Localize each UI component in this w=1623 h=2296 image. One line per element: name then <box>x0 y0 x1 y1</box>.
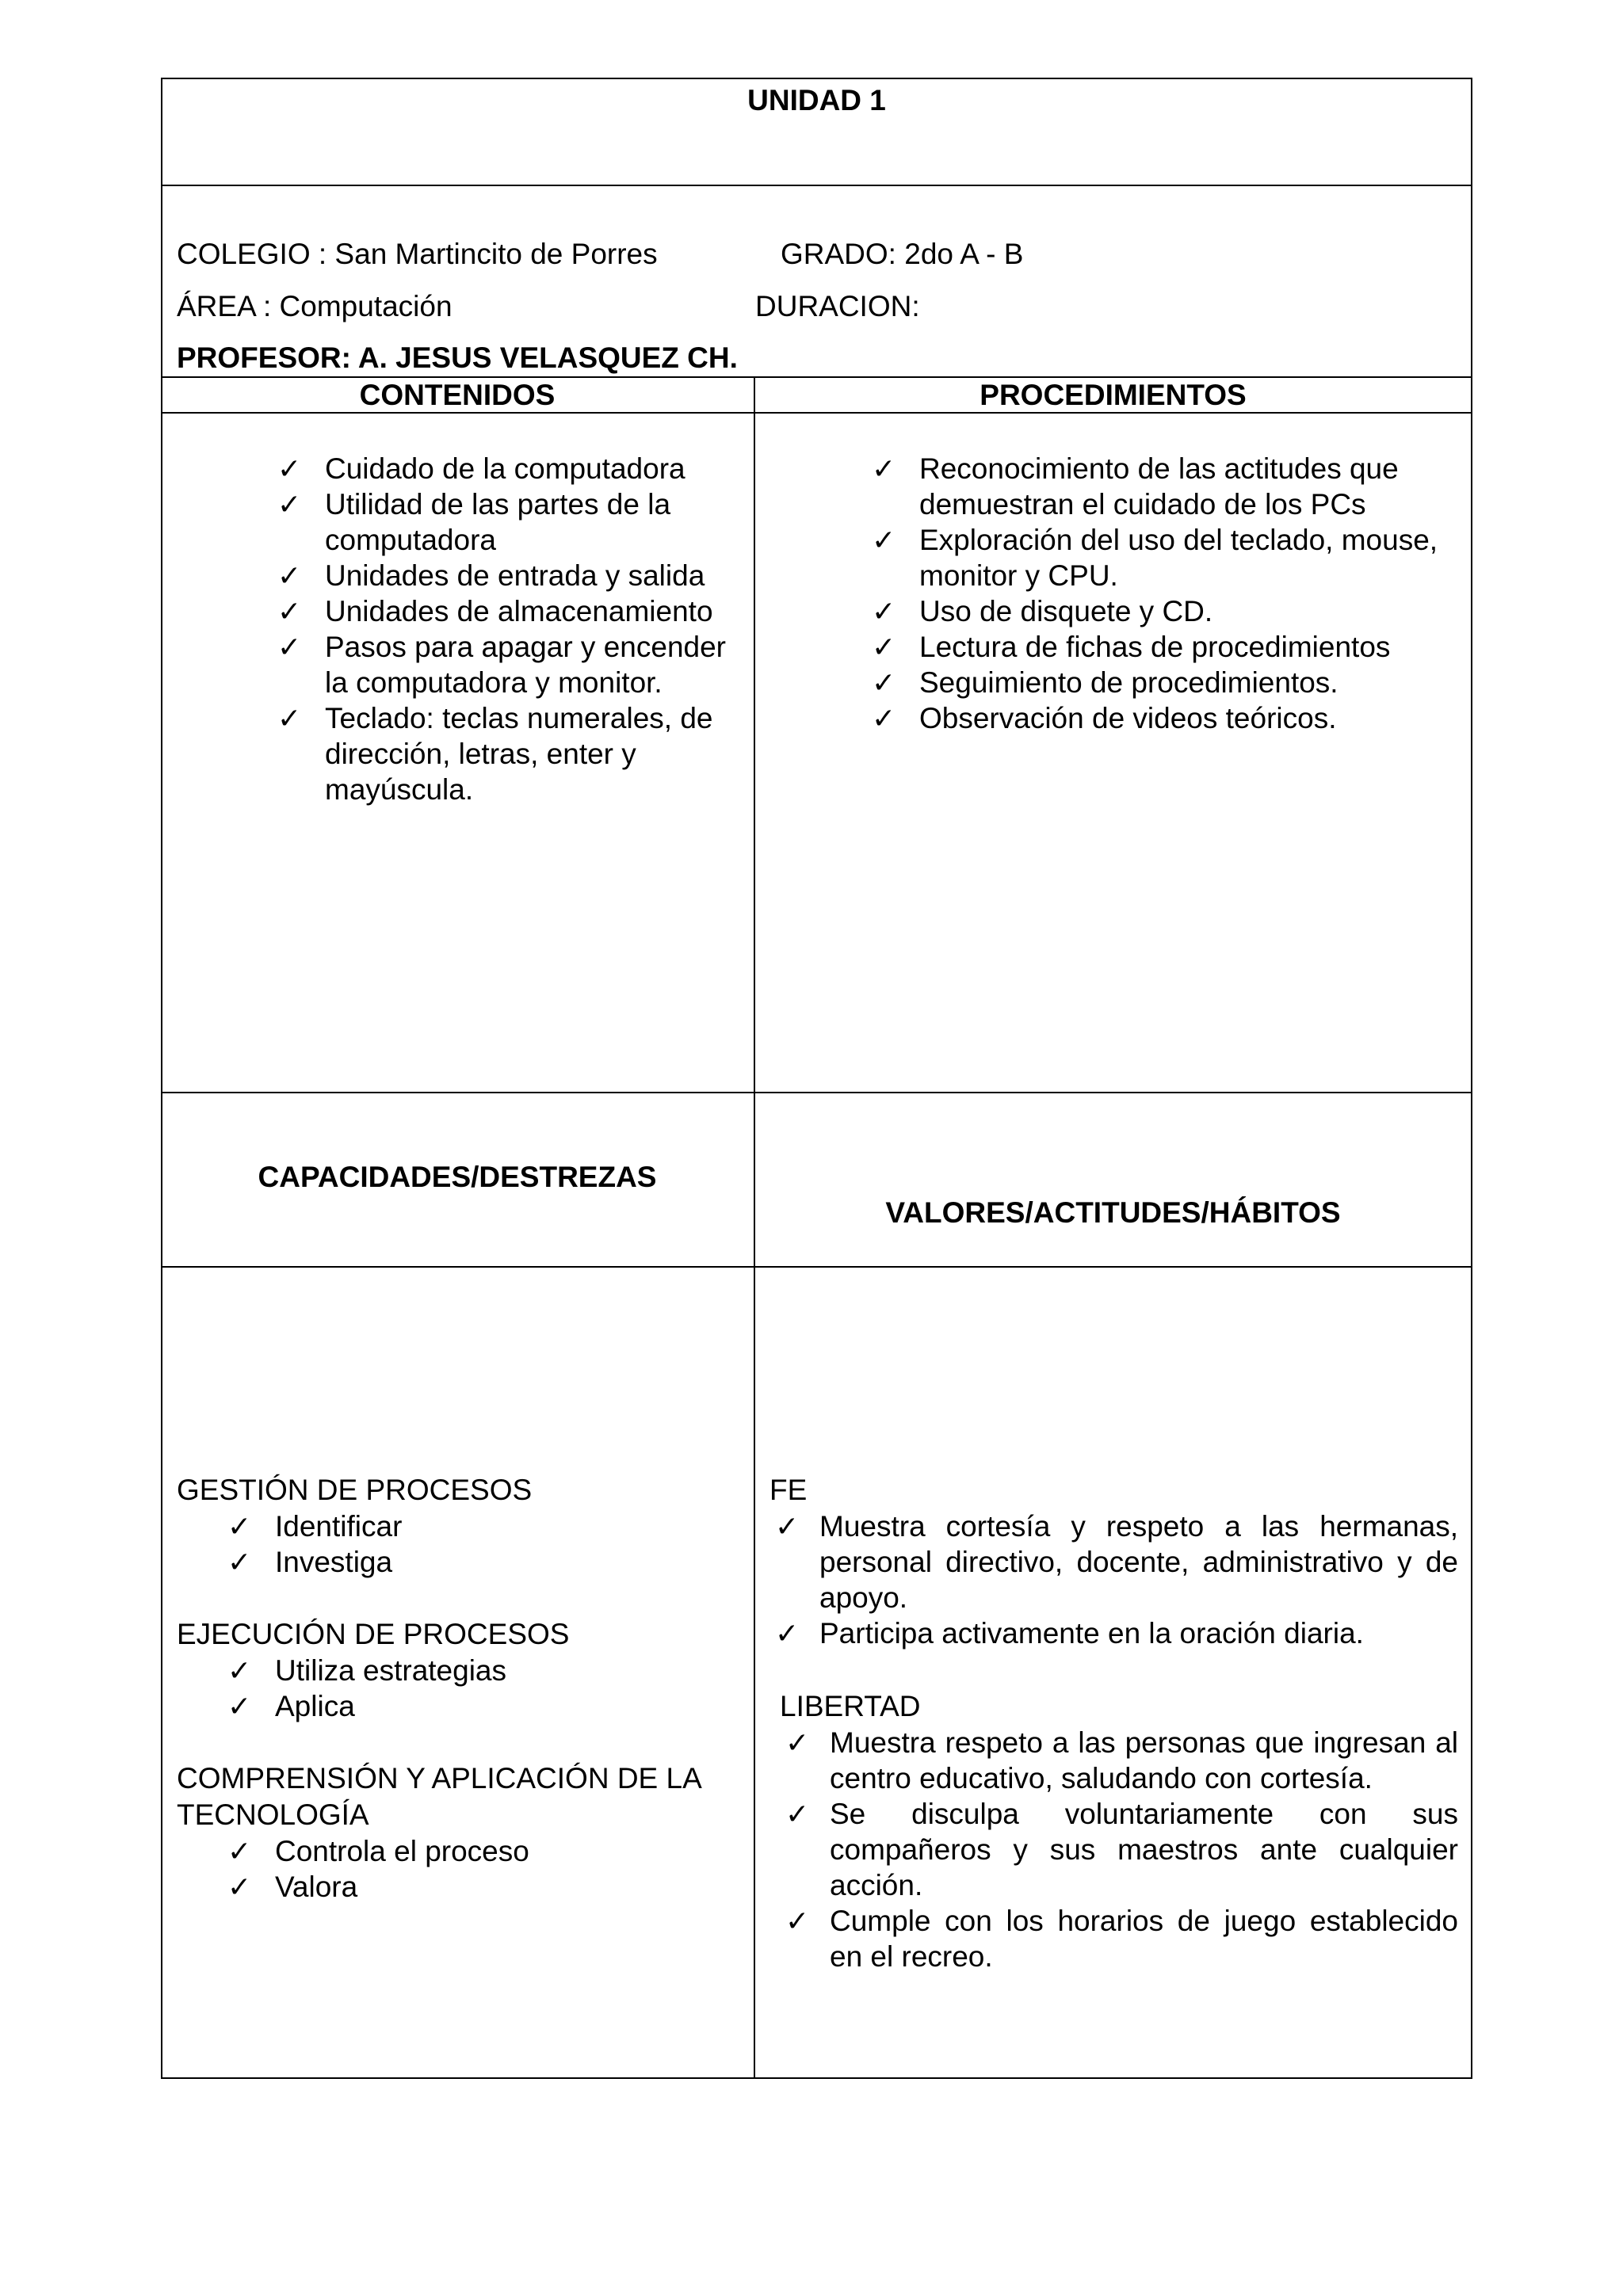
check-icon: ✓ <box>277 559 302 592</box>
check-icon: ✓ <box>227 1871 252 1903</box>
list-item: ✓ Cumple con los horarios de juego establecido en el recreo. <box>785 1905 1458 1973</box>
contenidos-heading: CONTENIDOS <box>359 379 556 411</box>
list-item: ✓ Controla el proceso <box>227 1835 529 1867</box>
list-item: ✓ Se disculpa voluntariamente con sus compañeros y sus maestros ante cualquier acción. <box>785 1798 1458 1901</box>
check-icon: ✓ <box>775 1617 800 1650</box>
check-icon: ✓ <box>277 702 302 734</box>
check-icon: ✓ <box>277 452 302 485</box>
grado-label: GRADO: 2do A - B <box>781 238 1024 270</box>
profesor-label: PROFESOR: A. JESUS VELASQUEZ CH. <box>177 341 738 374</box>
check-icon: ✓ <box>872 666 896 699</box>
check-icon: ✓ <box>227 1510 252 1543</box>
list-item: ✓ Investiga <box>227 1546 393 1578</box>
list-item: ✓ Utiliza estrategias <box>227 1654 507 1687</box>
valores-libertad-list <box>785 1725 1458 1974</box>
capacidades-group-title: GESTIÓN DE PROCESOS <box>177 1474 533 1506</box>
valores-fe-title: FE <box>769 1474 808 1506</box>
unit-title: UNIDAD 1 <box>747 84 886 116</box>
check-icon: ✓ <box>227 1546 252 1578</box>
row-divider <box>162 1092 1471 1093</box>
row-divider <box>162 1266 1471 1268</box>
check-icon: ✓ <box>872 595 896 627</box>
contenidos-list <box>277 451 745 807</box>
check-icon: ✓ <box>227 1690 252 1722</box>
check-icon: ✓ <box>872 702 896 734</box>
check-icon: ✓ <box>785 1905 810 1937</box>
capacidades-group-list <box>227 1508 735 1580</box>
colegio-label: COLEGIO : San Martincito de Porres <box>177 238 658 270</box>
capacidades-heading: CAPACIDADES/DESTREZAS <box>258 1161 657 1193</box>
list-item: ✓ Cuidado de la computadora <box>277 452 685 485</box>
list-item: ✓ Valora <box>227 1871 358 1903</box>
list-item: ✓ Reconocimiento de las actitudes que demuestran el cuidado de los PCs <box>872 452 1399 521</box>
capacidades-group-title-cont: TECNOLOGÍA <box>177 1798 369 1831</box>
capacidades-group-list <box>227 1653 735 1724</box>
check-icon: ✓ <box>872 452 896 485</box>
list-item: ✓ Muestra cortesía y respeto a las hermanas, personal directivo, docente, administrativo y de apoyo. <box>775 1510 1458 1614</box>
procedimientos-list <box>872 451 1466 736</box>
check-icon: ✓ <box>227 1835 252 1867</box>
list-item: ✓ Pasos para apagar y encender la computadora y monitor. <box>277 631 727 699</box>
list-item: ✓ Uso de disquete y CD. <box>872 595 1213 627</box>
check-icon: ✓ <box>775 1510 800 1543</box>
list-item: ✓ Teclado: teclas numerales, de dirección, letras, enter y mayúscula. <box>277 702 713 806</box>
check-icon: ✓ <box>227 1654 252 1687</box>
check-icon: ✓ <box>872 631 896 663</box>
valores-fe-list <box>775 1508 1458 1651</box>
list-item: ✓ Unidades de entrada y salida <box>277 559 705 592</box>
list-item: ✓ Aplica <box>227 1690 355 1722</box>
list-item: ✓ Observación de videos teóricos. <box>872 702 1337 734</box>
list-item: ✓ Muestra respeto a las personas que ingresan al centro educativo, saludando con cortesía. <box>785 1726 1458 1794</box>
list-item: ✓ Participa activamente en la oración diaria. <box>775 1617 1364 1650</box>
list-item: ✓ Seguimiento de procedimientos. <box>872 666 1338 699</box>
valores-heading: VALORES/ACTITUDES/HÁBITOS <box>885 1196 1341 1229</box>
list-item: ✓ Unidades de almacenamiento <box>277 595 713 627</box>
capacidades-group-list <box>227 1833 735 1905</box>
check-icon: ✓ <box>785 1798 810 1830</box>
check-icon: ✓ <box>277 595 302 627</box>
check-icon: ✓ <box>872 524 896 556</box>
row-divider <box>162 185 1471 186</box>
check-icon: ✓ <box>277 631 302 663</box>
capacidades-group-title: EJECUCIÓN DE PROCESOS <box>177 1618 570 1650</box>
list-item: ✓ Exploración del uso del teclado, mouse, monitor y CPU. <box>872 524 1438 592</box>
list-item: ✓ Utilidad de las partes de la computadora <box>277 488 671 556</box>
list-item: ✓ Identificar <box>227 1510 403 1543</box>
area-label: ÁREA : Computación <box>177 290 453 322</box>
check-icon: ✓ <box>277 488 302 521</box>
check-icon: ✓ <box>785 1726 810 1759</box>
list-item: ✓ Lectura de fichas de procedimientos <box>872 631 1391 663</box>
capacidades-group-title: COMPRENSIÓN Y APLICACIÓN DE LA <box>177 1762 702 1794</box>
duracion-label: DURACION: <box>755 290 920 322</box>
valores-libertad-title: LIBERTAD <box>780 1690 921 1722</box>
procedimientos-heading: PROCEDIMIENTOS <box>980 379 1247 411</box>
